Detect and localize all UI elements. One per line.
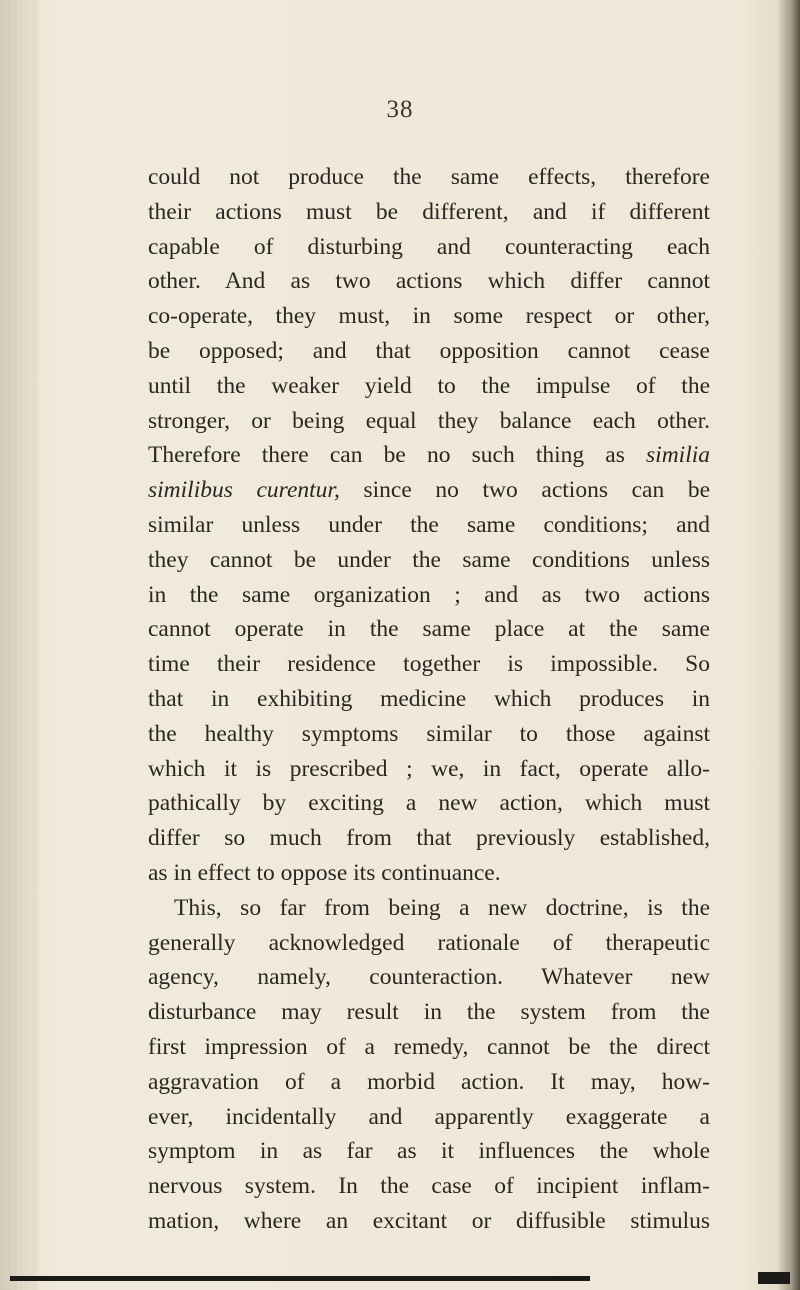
text-line: which it is prescribed ; we, in fact, operate allo- bbox=[148, 755, 710, 782]
text-line: disturbance may result in the system from the bbox=[148, 999, 710, 1026]
latin-phrase: similibus curentur, bbox=[148, 477, 340, 504]
text-line: symptom in as far as it influences the whole bbox=[148, 1138, 710, 1165]
text-line: co-operate, they must, in some respect or other, bbox=[148, 303, 710, 330]
text-line: that in exhibiting medicine which produces in bbox=[148, 685, 710, 712]
text-span: since no two actions can be bbox=[363, 477, 710, 504]
text-line: as in effect to oppose its continuance. bbox=[148, 859, 501, 886]
text-line: nervous system. In the case of incipient inflam- bbox=[148, 1173, 710, 1200]
text-line: could not produce the same effects, therefore bbox=[148, 164, 710, 190]
text-line bbox=[148, 473, 710, 508]
text-line: they cannot be under the same conditions unless bbox=[148, 546, 710, 573]
scan-bottom-edge bbox=[10, 1276, 590, 1281]
text-line: pathically by exciting a new action, which must bbox=[148, 790, 710, 817]
text-line: first impression of a remedy, cannot be the direct bbox=[148, 1033, 710, 1060]
text-line: ever, incidentally and apparently exaggerate a bbox=[148, 1103, 710, 1130]
text-line: cannot operate in the same place at the same bbox=[148, 616, 710, 643]
text-line: the healthy symptoms similar to those against bbox=[148, 720, 710, 747]
text-line: capable of disturbing and counteracting each bbox=[148, 233, 710, 260]
page-edge-shadow bbox=[778, 0, 800, 1290]
page-binding-shadow bbox=[0, 0, 38, 1290]
text-line: differ so much from that previously established, bbox=[148, 825, 710, 852]
text-span: Therefore there can be no such thing as bbox=[148, 442, 625, 469]
text-line: mation, where an excitant or diffusible stimulus bbox=[148, 1207, 710, 1234]
text-line: stronger, or being equal they balance each other. bbox=[148, 407, 710, 434]
page-number: 38 bbox=[386, 96, 414, 123]
text-line: generally acknowledged rationale of therapeutic bbox=[148, 929, 710, 956]
text-line: be opposed; and that opposition cannot cease bbox=[148, 337, 710, 364]
text-line bbox=[148, 438, 710, 473]
text-line: This, so far from being a new doctrine, is the bbox=[174, 894, 710, 921]
text-line: their actions must be different, and if different bbox=[148, 198, 710, 225]
text-line: aggravation of a morbid action. It may, how- bbox=[148, 1068, 710, 1095]
text-line: until the weaker yield to the impulse of the bbox=[148, 372, 710, 399]
text-line: in the same organization ; and as two actions bbox=[148, 581, 710, 608]
scan-corner-mark bbox=[758, 1272, 790, 1284]
text-line: similar unless under the same conditions; and bbox=[148, 511, 710, 538]
text-line: agency, namely, counteraction. Whatever new bbox=[148, 964, 710, 991]
latin-phrase: similia bbox=[646, 442, 710, 469]
text-line: time their residence together is impossible. So bbox=[148, 651, 710, 678]
body-text bbox=[148, 160, 710, 1239]
text-line: other. And as two actions which differ cannot bbox=[148, 268, 710, 295]
